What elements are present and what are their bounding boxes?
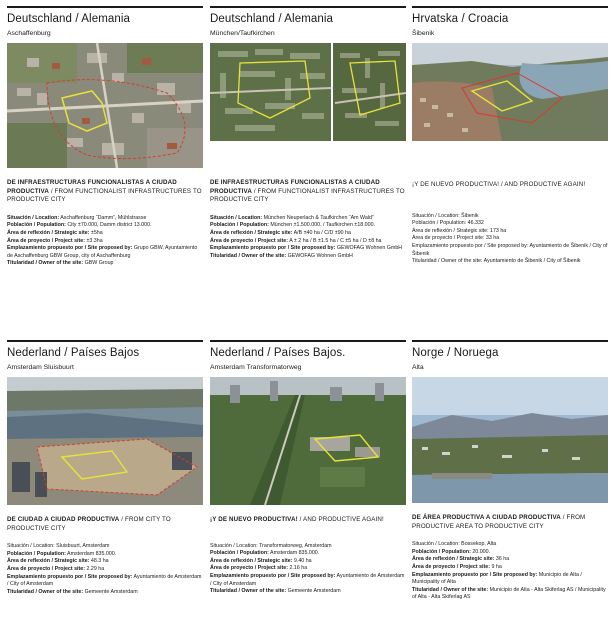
headline-rest: / FROM CITY TO PRODUCTIVE CITY: [7, 516, 171, 532]
detail-line: Área de proyecto / Project site: 2.16 ha: [210, 565, 308, 572]
detail-line: Población / Population: City ±70.000, Damm district 13.000.: [7, 222, 152, 229]
detail-line: Emplazamiento propuesto por / Site proposed by: GEWOFAG Wohnen GmbH: [210, 245, 403, 252]
aerial-photo: [7, 377, 203, 505]
country-title: Nederland / Países Bajos.: [210, 347, 346, 359]
aerial-photo: [412, 377, 608, 503]
site-card-muenchen: [210, 6, 406, 260]
headline-bold: DE INFRAESTRUCTURAS FUNCIONALISTAS A CIUDAD PRODUCTIVA: [7, 179, 177, 195]
site-card-alta: [412, 340, 608, 602]
city-subtitle: Amsterdam Sluisbuurt: [7, 364, 74, 371]
city-subtitle: Šibenik: [412, 30, 435, 37]
aerial-photo: [210, 43, 406, 141]
site-details: [210, 543, 406, 596]
headline-rest: / FROM FUNCTIONALIST INFRASTRUCTURES TO PRODUCTIVE CITY: [7, 187, 202, 204]
site-details: [412, 541, 608, 602]
divider-rule: [7, 6, 203, 8]
country-title: Hrvatska / Croacia: [412, 13, 509, 25]
detail-line: Área de proyecto / Project site: 2.29 ha: [7, 565, 105, 572]
detail-line: Emplazamiento propuesto por / Site proposed by: Municipio de Alta / Municipality of Alta: [412, 571, 582, 586]
site-card-sibenik: [412, 6, 608, 266]
headline-rest: / FROM FUNCTIONALIST INFRASTRUCTURES TO PRODUCTIVE CITY: [210, 187, 405, 204]
section-headline: [412, 514, 608, 531]
aerial-photo: [7, 43, 203, 168]
headline-rest: / AND PRODUCTIVE AGAIN!: [499, 181, 586, 188]
detail-line: Titularidad / Owner of the site: Gemeente Amsterdam: [7, 588, 138, 595]
detail-line: Titularidad / Owner of the site: Municipio de Alta - Alta Skiferlag AS / Municipality of Alta - Alta Skiferlag AS: [412, 586, 606, 601]
site-details: [210, 215, 406, 261]
detail-line: Titularidad / Owner of the site: Ayuntamiento de Šibenik / City of Šibenik: [412, 258, 581, 265]
detail-line: Titularidad / Owner of the site: GBW Group: [7, 260, 114, 267]
city-subtitle: Aschaffenburg: [7, 30, 51, 37]
headline-bold: DE ÁREA PRODUCTIVA A CIUDAD PRODUCTIVA: [412, 514, 561, 521]
divider-rule: [7, 340, 203, 342]
detail-line: Población / Population: Amsterdam 835.000.: [7, 550, 117, 557]
headline-rest: / AND PRODUCTIVE AGAIN!: [297, 516, 384, 523]
detail-line: Emplazamiento propuesto por / Site proposed by: Grupo GBW, Ayuntamiento de Aschaffenburg GBW Group, city of Aschaffenburg: [7, 245, 198, 259]
detail-line: Área de proyecto / Project site: 9 ha: [412, 563, 502, 570]
aerial-photo: [210, 377, 406, 505]
detail-line: Emplazamiento propuesto por / Site proposed by: Ayuntamiento de Amsterdam / City of Amsterdam: [210, 572, 405, 587]
detail-line: Situación / Location: München Neuperlach & Taufkirchen “Am Wald”: [210, 214, 374, 221]
detail-line: Área de proyecto / Project site: ±3.3ha: [7, 237, 103, 244]
headline-bold: DE INFRAESTRUCTURAS FUNCIONALISTAS A CIUDAD PRODUCTIVA: [210, 179, 380, 195]
section-headline: [210, 179, 406, 205]
detail-line: Área de reflexión / Strategic site: 173 ha: [412, 227, 507, 234]
section-headline: [7, 516, 203, 533]
detail-line: Titularidad / Owner of the site: Gemeente Amsterdam: [210, 588, 341, 595]
detail-line: Área de reflexión / Strategic site: A/B ±40 ha / C/D ±90 ha: [210, 229, 351, 236]
section-headline: [412, 181, 608, 190]
site-card-aschaffenburg: [7, 6, 203, 268]
city-subtitle: Alta: [412, 364, 424, 371]
detail-line: Área de reflexión / Strategic site: 48.3 ha: [7, 558, 109, 565]
divider-rule: [210, 6, 406, 8]
divider-rule: [412, 340, 608, 342]
detail-line: Situación / Location: Šibenik: [412, 212, 479, 219]
detail-line: Emplazamiento propuesto por / Site proposed by: Ayuntamiento de Šibenik / City of Šibenik: [412, 242, 608, 257]
site-card-transformatorweg: [210, 340, 406, 596]
city-subtitle: Amsterdam Transformatorweg: [210, 364, 302, 371]
detail-line: Situación / Location: Sluisbuurt, Amsterdam: [7, 543, 110, 550]
country-title: Norge / Noruega: [412, 347, 499, 359]
country-title: Deutschland / Alemania: [7, 13, 131, 25]
detail-line: Área de reflexión / Strategic site: ±5ha: [7, 229, 103, 236]
detail-line: Población / Population: 46.332: [412, 220, 484, 227]
detail-line: Titularidad / Owner of the site: GEWOFAG Wohnen GmbH: [210, 252, 353, 259]
section-headline: [210, 516, 406, 525]
detail-line: Emplazamiento propuesto por / Site proposed by: Ayuntamiento de Amsterdam / City of Amsterdam: [7, 573, 202, 588]
site-card-sluisbuurt: [7, 340, 203, 596]
detail-line: Área de proyecto / Project site: 33 ha: [412, 235, 500, 242]
headline-bold: ¡Y DE NUEVO PRODUCTIVA!: [412, 181, 500, 188]
detail-line: Situación / Location: Aschaffenburg “Damm”, Mühlstrasse: [7, 214, 147, 221]
detail-line: Población / Population: 20.000.: [412, 548, 491, 555]
country-title: Nederland / Países Bajos: [7, 347, 140, 359]
headline-rest: / FROM PRODUCTIVE AREA TO PRODUCTIVE CITY: [412, 514, 586, 530]
detail-line: Área de reflexión / Strategic site: 9.40 ha: [210, 557, 312, 564]
headline-bold: DE CIUDAD A CIUDAD PRODUCTIVA: [7, 516, 120, 523]
detail-line: Área de reflexión / Strategic site: 36 ha: [412, 556, 510, 563]
site-details: [7, 215, 203, 268]
section-headline: [7, 179, 203, 205]
site-details: [7, 543, 203, 596]
city-subtitle: München/Taufkirchen: [210, 30, 275, 37]
detail-line: Área de proyecto / Project site: A ± 2 ha / B ±1.5 ha / C ±5 ha / D ±8 ha: [210, 237, 382, 244]
site-details: [412, 213, 608, 266]
country-title: Deutschland / Alemania: [210, 13, 334, 25]
detail-line: Situación / Location: Transformatorweg, Amsterdam: [210, 542, 332, 549]
aerial-photo: [412, 43, 608, 141]
detail-line: Población / Population: München ±1.500.000. / Taufkirchen ±18.000.: [210, 222, 375, 229]
divider-rule: [210, 340, 406, 342]
detail-line: Población / Population: Amsterdam 835.000.: [210, 550, 320, 557]
divider-rule: [412, 6, 608, 8]
detail-line: Situación / Location: Bossekop, Alta: [412, 541, 497, 548]
headline-bold: ¡Y DE NUEVO PRODUCTIVA!: [210, 516, 298, 523]
